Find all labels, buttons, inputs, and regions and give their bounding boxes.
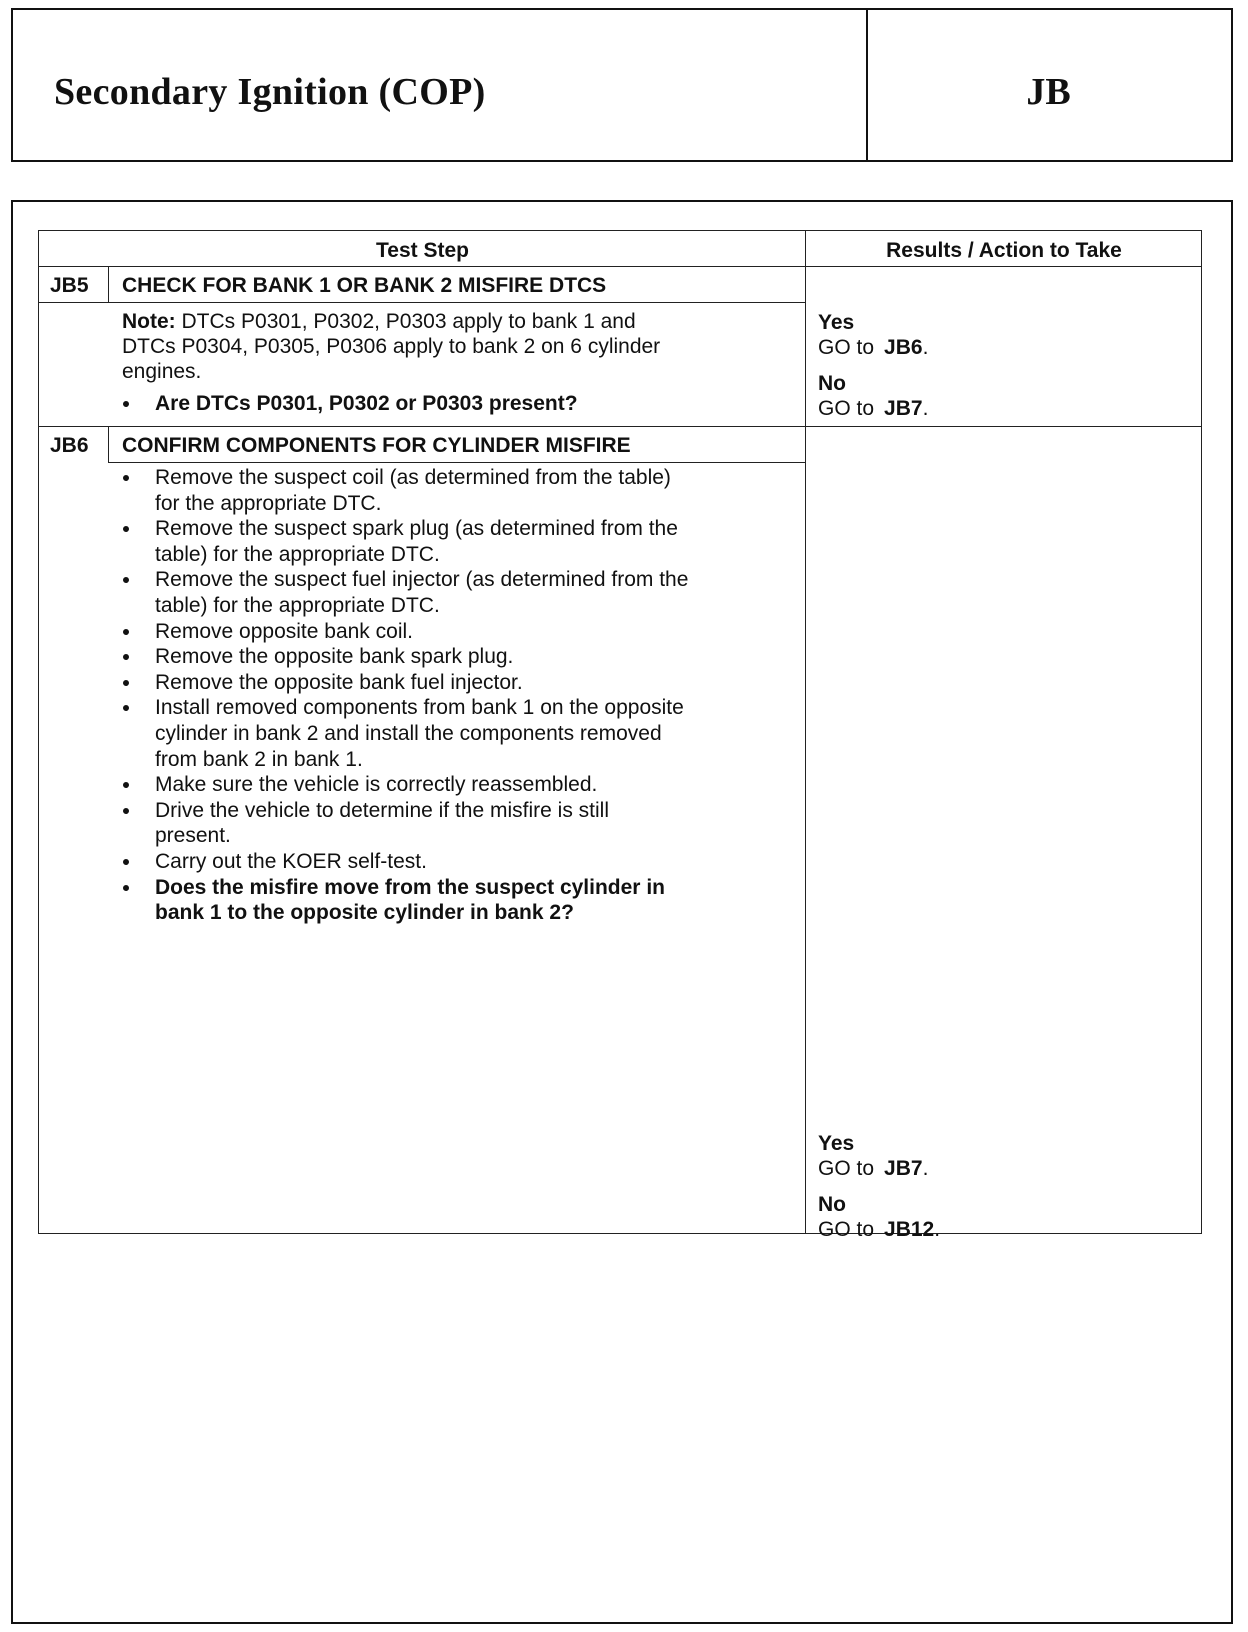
page-header	[11, 8, 1233, 162]
page-title: Secondary Ignition (COP)	[54, 71, 486, 113]
bullet-line: Remove the suspect coil (as determined from the table)	[155, 466, 671, 489]
col-header-test-step: Test Step	[376, 239, 469, 262]
bullet-line: for the appropriate DTC.	[155, 491, 382, 515]
jb6-results	[818, 1131, 940, 1242]
step-heading: CONFIRM COMPONENTS FOR CYLINDER MISFIRE	[122, 434, 631, 457]
list-item	[120, 391, 780, 417]
step-question-list	[120, 391, 780, 417]
bullet-line: cylinder in bank 2 and install the components removed	[155, 721, 662, 745]
bullet-line: Drive the vehicle to determine if the misfire is still	[155, 798, 609, 822]
step-link[interactable]: JB6	[884, 336, 923, 359]
period: .	[922, 1157, 929, 1180]
step-heading: CHECK FOR BANK 1 OR BANK 2 MISFIRE DTCS	[122, 274, 607, 297]
list-item	[120, 695, 780, 772]
step-link[interactable]: JB7	[884, 397, 923, 420]
question-line: Does the misfire move from the suspect cylinder in	[155, 875, 665, 899]
question-text: Are DTCs P0301, P0302 or P0303 present?	[155, 392, 578, 415]
jb5-id-divider	[108, 266, 109, 302]
note-line: DTCs P0304, P0305, P0306 apply to bank 2 on 6 cylinder	[122, 335, 661, 358]
note-line: DTCs P0301, P0302, P0303 apply to bank 1 and	[181, 310, 636, 333]
column-divider	[805, 230, 806, 1234]
list-item	[120, 465, 780, 516]
col-header-results: Results / Action to Take	[886, 239, 1122, 262]
go-to-text: GO to	[818, 397, 875, 420]
bullet-line: Remove the suspect fuel injector (as determined from the	[155, 568, 689, 592]
no-action	[818, 396, 928, 421]
list-item	[120, 619, 780, 645]
step-id: JB6	[50, 434, 89, 457]
list-item	[120, 644, 780, 670]
no-label: No	[818, 1193, 846, 1216]
list-item	[120, 516, 780, 567]
yes-action	[818, 335, 928, 360]
list-item	[120, 875, 780, 926]
no-action	[818, 1217, 940, 1242]
step-bullet-list	[120, 465, 780, 926]
question-line: bank 1 to the opposite cylinder in bank 2?	[155, 901, 574, 925]
jb6-id-divider	[108, 426, 109, 462]
jb5-heading-line	[38, 302, 805, 303]
step-id: JB5	[50, 274, 89, 297]
bullet-line: table) for the appropriate DTC.	[155, 542, 440, 566]
no-label: No	[818, 372, 846, 395]
note-line: engines.	[122, 360, 202, 383]
list-item	[120, 849, 780, 875]
bullet-line: Remove the suspect spark plug (as determined from the	[155, 517, 678, 541]
list-item	[120, 772, 780, 798]
bullet-line: Remove the opposite bank spark plug.	[155, 645, 514, 669]
bullet-line: Remove opposite bank coil.	[155, 619, 413, 643]
step-note	[122, 309, 792, 384]
bullet-line: Remove the opposite bank fuel injector.	[155, 670, 523, 694]
period: .	[922, 336, 929, 359]
bullet-line: table) for the appropriate DTC.	[155, 593, 440, 617]
list-item	[120, 670, 780, 696]
list-item	[120, 798, 780, 849]
go-to-text: GO to	[818, 1218, 875, 1241]
step-link[interactable]: JB12	[884, 1218, 935, 1241]
step-link[interactable]: JB7	[884, 1157, 923, 1180]
header-row-line	[38, 266, 1202, 267]
section-code: JB	[1026, 71, 1071, 113]
jb6-heading-line	[108, 462, 805, 463]
period: .	[934, 1218, 941, 1241]
jb5-results	[818, 310, 928, 421]
period: .	[922, 397, 929, 420]
yes-action	[818, 1156, 940, 1181]
bullet-line: Carry out the KOER self-test.	[155, 849, 427, 873]
bullet-line: present.	[155, 824, 231, 848]
yes-label: Yes	[818, 311, 855, 334]
jb5-row-end-line	[38, 426, 1202, 427]
go-to-text: GO to	[818, 336, 875, 359]
note-label: Note:	[122, 310, 176, 333]
bullet-line: Make sure the vehicle is correctly reassembled.	[155, 773, 598, 797]
yes-label: Yes	[818, 1132, 855, 1155]
list-item	[120, 567, 780, 618]
bullet-line: from bank 2 in bank 1.	[155, 747, 363, 771]
go-to-text: GO to	[818, 1157, 875, 1180]
bullet-line: Install removed components from bank 1 on the opposite	[155, 696, 684, 720]
